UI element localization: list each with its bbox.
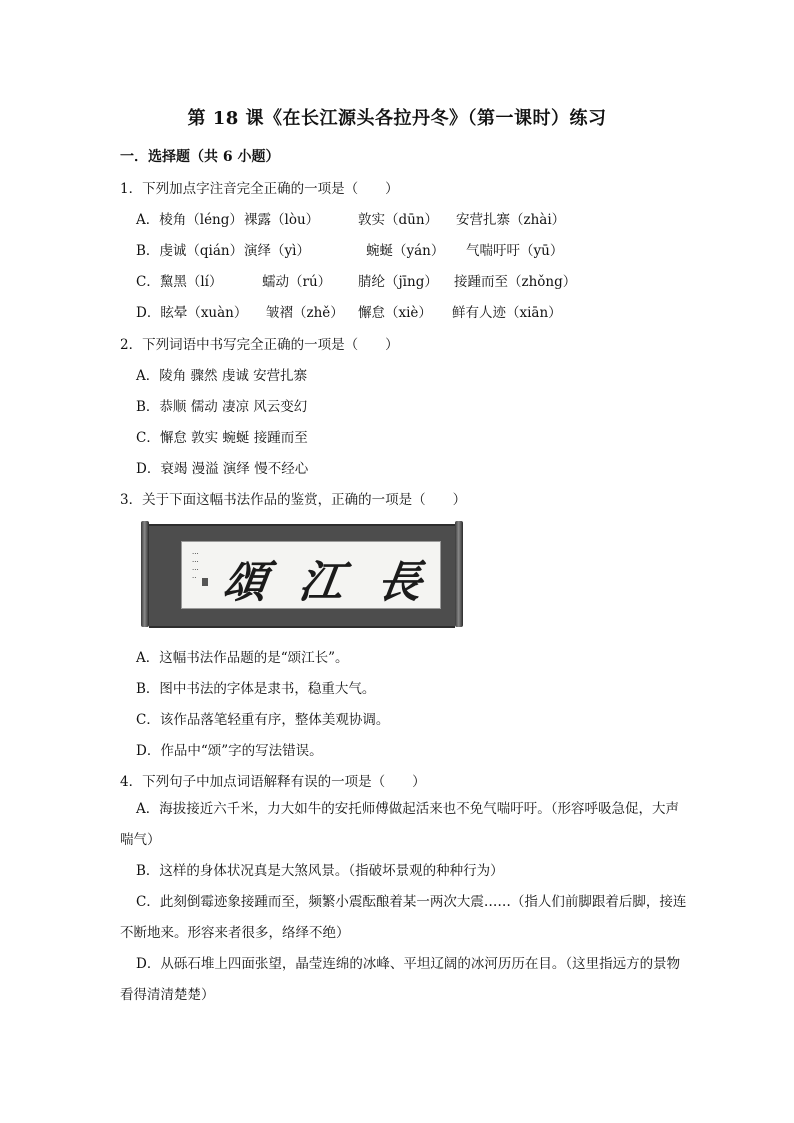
q4-option-c[interactable]: C．此刻倒霉迹象接踵而至，频繁小震酝酿着某一两次大震……（指人们前脚跟着后脚，接连不断地来。形容来者很多，络绎不绝） [120, 894, 687, 941]
scroll-right-rod [455, 521, 463, 627]
q1-b-1: B．虔诚（qián） [136, 243, 244, 259]
q1-d-3: 懈怠（xiè） [358, 305, 432, 321]
q3-option-d[interactable]: D．作品中“颂”字的写法错误。 [136, 743, 323, 759]
q2-option-d[interactable]: D．衰竭 漫溢 演绎 慢不经心 [136, 461, 309, 477]
q4-stem: 4．下列句子中加点词语解释有误的一项是（ ） [120, 774, 426, 790]
q1-c-1: C．黧黑（lí） [136, 274, 223, 290]
q3-option-b[interactable]: B．图中书法的字体是隶书，稳重大气。 [136, 681, 376, 697]
q1-stem: 1．下列加点字注音完全正确的一项是（ ） [120, 181, 399, 197]
artist-seal [202, 578, 208, 586]
q1-c-4: 接踵而至（zhǒng） [454, 274, 577, 290]
q3-option-c[interactable]: C．该作品落笔轻重有序，整体美观协调。 [136, 712, 390, 728]
q2-option-c[interactable]: C．懈怠 敦实 蜿蜒 接踵而至 [136, 430, 308, 446]
calligraphy-char-3: 頌 [219, 557, 271, 608]
calligraphy-scroll-image [141, 521, 463, 627]
q1-b-4: 气喘吁吁（yū） [466, 243, 564, 259]
q2-stem: 2．下列词语中书写完全正确的一项是（ ） [120, 337, 399, 353]
scroll-mount [149, 524, 455, 628]
q2-option-a[interactable]: A．陵角 骤然 虔诚 安营扎寨 [136, 368, 308, 384]
q1-a-3: 敦实（dūn） [358, 212, 439, 228]
section-heading: 一．选择题（共 6 小题） [120, 149, 280, 165]
q1-a-1: A．棱角（léng） [136, 212, 243, 228]
q1-d-2: 皱褶（zhě） [266, 305, 344, 321]
artist-inscription: ··········· [192, 550, 199, 582]
calligraphy-char-1: 長 [373, 557, 425, 608]
q1-b-3: 蜿蜒（yán） [366, 243, 445, 259]
scroll-left-rod [141, 521, 149, 627]
q1-d-4: 鲜有人迹（xiān） [452, 305, 562, 321]
q1-a-4: 安营扎寨（zhài） [456, 212, 566, 228]
page-title: 第 18 课《在长江源头各拉丹冬》（第一课时）练习 [187, 108, 607, 129]
q1-d-1: D．眩晕（xuàn） [136, 305, 248, 321]
q1-a-2: 裸露（lòu） [244, 212, 320, 228]
q1-c-2: 蠕动（rú） [262, 274, 332, 290]
q2-option-b[interactable]: B．恭顺 儒动 凄凉 风云变幻 [136, 399, 308, 415]
q3-stem: 3．关于下面这幅书法作品的鉴赏，正确的一项是（ ） [120, 492, 467, 508]
scroll-paper [181, 541, 441, 609]
q1-c-3: 腈纶（jīng） [358, 274, 438, 290]
calligraphy-char-2: 江 [295, 557, 347, 608]
q3-option-a[interactable]: A．这幅书法作品题的是“颂江长”。 [136, 650, 349, 666]
q4-option-a[interactable]: A．海拔接近六千米，力大如牛的安托师傅做起活来也不免气喘吁吁。（形容呼吸急促，大声喘气） [120, 801, 679, 848]
q4-option-b[interactable]: B．这样的身体状况真是大煞风景。（指破坏景观的种种行为） [136, 863, 504, 879]
q4-option-d[interactable]: D．从砾石堆上四面张望，晶莹连绵的冰峰、平坦辽阔的冰河历历在目。（这里指远方的景物看得清清楚楚） [120, 956, 681, 1003]
q1-b-2: 演绎（yì） [244, 243, 310, 259]
